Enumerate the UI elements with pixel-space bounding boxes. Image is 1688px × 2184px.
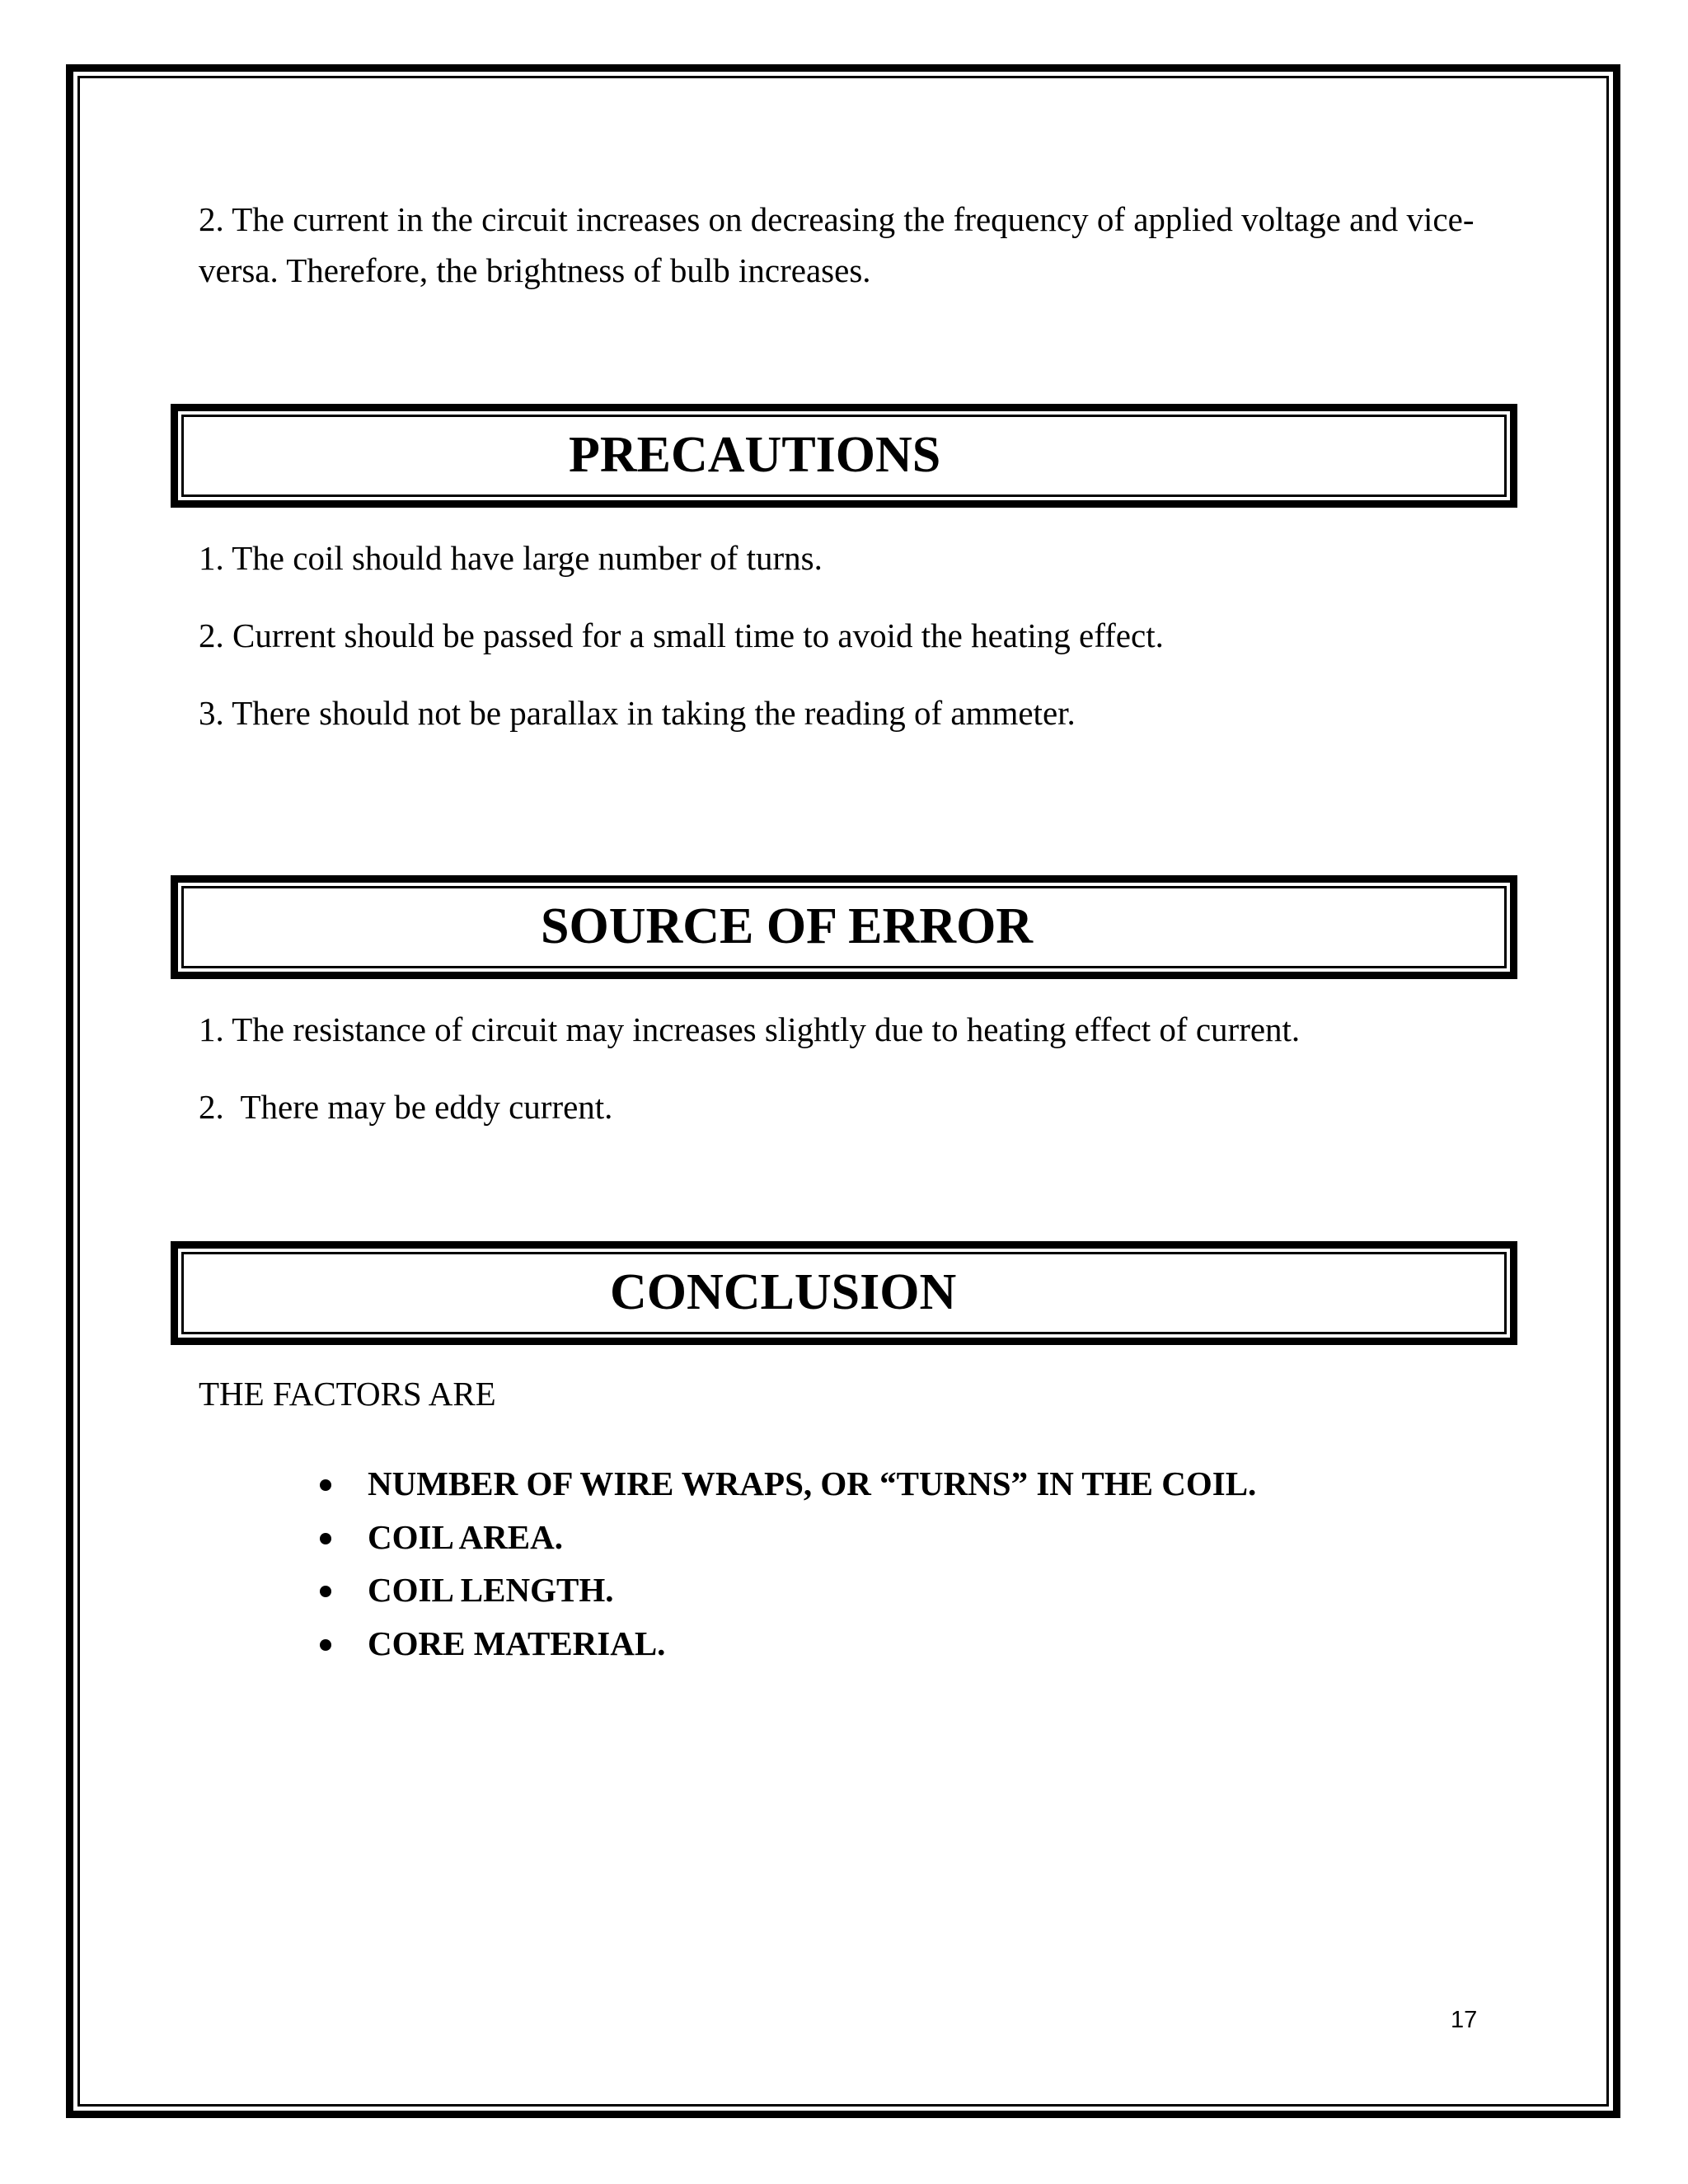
list-item: COIL LENGTH. (315, 1563, 1256, 1617)
conclusion-heading: CONCLUSION (610, 1264, 957, 1320)
bullet-icon (320, 1639, 331, 1651)
bullet-icon (320, 1533, 331, 1544)
precaution-item-2: 2. Current should be passed for a small time to avoid the heating effect. (199, 616, 1164, 654)
error-item-1: 1. The resistance of circuit may increases slightly due to heating effect of current. (199, 1010, 1301, 1048)
factors-list (315, 1457, 1256, 1670)
error-item-2: 2. There may be eddy current. (199, 1088, 613, 1126)
bullet-icon (320, 1479, 331, 1491)
list-item: COIL AREA. (315, 1511, 1256, 1564)
source-of-error-heading: SOURCE OF ERROR (541, 898, 1034, 954)
bullet-icon (320, 1586, 331, 1597)
intro-paragraph: 2. The current in the circuit increases on decreasing the frequency of applied voltage and vice-versa. Therefore, the brightness of bulb increases. (199, 200, 1475, 289)
list-item: NUMBER OF WIRE WRAPS, OR “TURNS” IN THE COIL. (315, 1457, 1256, 1511)
precautions-heading: PRECAUTIONS (569, 427, 941, 483)
list-item: CORE MATERIAL. (315, 1617, 1256, 1671)
page-number: 17 (1451, 2007, 1478, 2033)
precaution-item-3: 3. There should not be parallax in taking the reading of ammeter. (199, 694, 1076, 732)
conclusion-lead: THE FACTORS ARE (199, 1375, 496, 1413)
precaution-item-1: 1. The coil should have large number of turns. (199, 539, 823, 577)
